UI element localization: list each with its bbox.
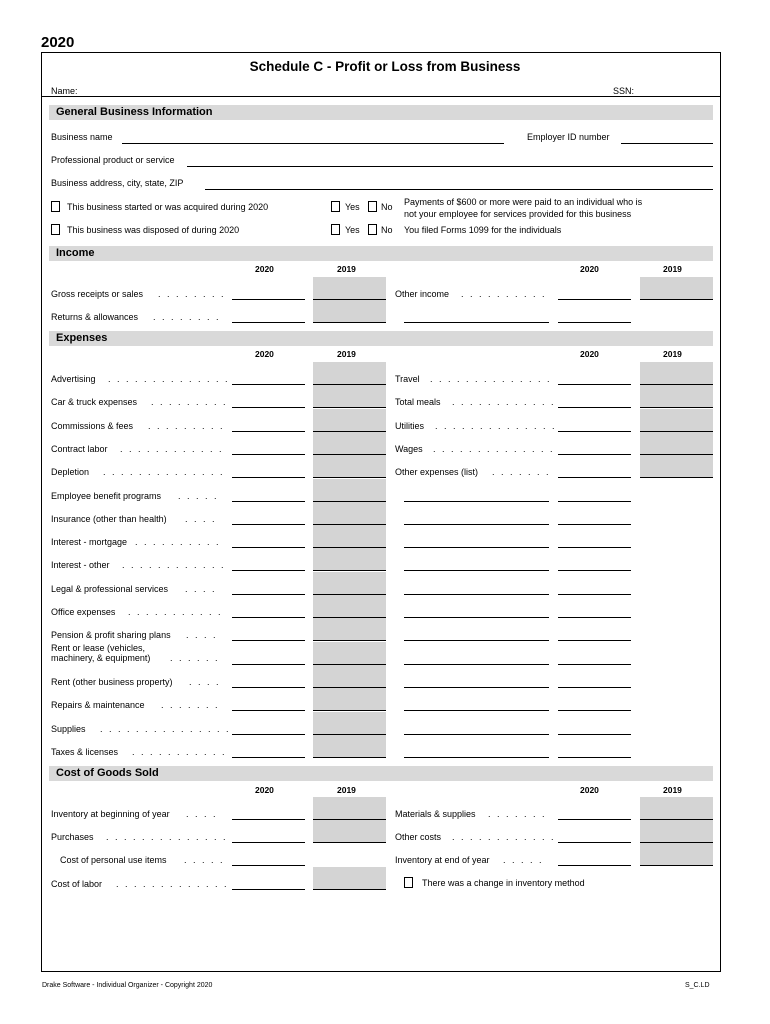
row-label-right: Other expenses (list) <box>395 467 479 478</box>
row-label-right: Other costs <box>395 832 442 842</box>
col-2019-right: 2019 <box>663 264 682 274</box>
amount-2020-field-right[interactable] <box>558 547 631 548</box>
leader-dots: . . . . . . . . . . . . . <box>116 879 229 889</box>
name-label: Name: <box>51 86 78 96</box>
leader-dots: . . . . . . . . . . . . <box>122 560 226 571</box>
amount-2020-field-right[interactable] <box>558 322 631 323</box>
amount-2020-field[interactable] <box>232 889 305 890</box>
amount-2020-field[interactable] <box>232 640 305 641</box>
amount-2019-shaded <box>313 479 386 502</box>
product-service-field[interactable] <box>187 166 713 167</box>
row-label: Taxes & licenses <box>51 746 119 757</box>
row-label-right: Materials & supplies <box>395 809 476 819</box>
amount-2019-shaded <box>313 618 386 641</box>
payments-yes-checkbox[interactable] <box>331 201 340 212</box>
row-label: Insurance (other than health) <box>51 513 167 524</box>
amount-2020-field[interactable] <box>232 594 305 595</box>
amount-2019-shaded <box>313 595 386 618</box>
footer-form-id: S_C.LD <box>685 982 710 989</box>
description-field[interactable] <box>404 547 549 548</box>
amount-2020-field[interactable] <box>232 710 305 711</box>
amount-2019-shaded <box>313 548 386 571</box>
leader-dots: . . . . . . . . . . <box>461 289 547 299</box>
amount-2020-field[interactable] <box>232 407 305 408</box>
leader-dots: . . . . . . . <box>492 467 551 478</box>
leader-dots: . . . . . <box>503 855 544 865</box>
inventory-change-label: There was a change in inventory method <box>422 878 585 888</box>
amount-2020-field-right[interactable] <box>558 570 631 571</box>
employer-id-field[interactable] <box>621 143 713 144</box>
amount-2020-field-right[interactable] <box>558 299 631 300</box>
amount-2019-shaded <box>313 277 386 300</box>
amount-2020-field[interactable] <box>232 842 305 843</box>
amount-2019-shaded-right <box>640 455 713 478</box>
leader-dots: . . . . . . . . . . . . . . <box>108 374 230 384</box>
row-label: Supplies <box>51 723 86 734</box>
row-label: Interest - mortgage <box>51 537 128 548</box>
description-field[interactable] <box>404 594 549 595</box>
amount-2020-field-right[interactable] <box>558 454 631 455</box>
amount-2020-field[interactable] <box>232 547 305 548</box>
amount-2020-field-right[interactable] <box>558 524 631 525</box>
leader-dots: . . . . . <box>184 855 225 865</box>
exp-col-2020: 2020 <box>255 349 274 359</box>
amount-2020-field-right[interactable] <box>558 501 631 502</box>
leader-dots: . . . . . . . . . . . . <box>120 443 224 454</box>
amount-2020-field[interactable] <box>232 865 305 866</box>
business-name-field[interactable] <box>122 143 504 144</box>
ssn-label: SSN: <box>613 86 635 96</box>
leader-dots: . . . . . . . . . <box>148 420 225 431</box>
amount-2019-shaded <box>313 385 386 408</box>
cogs-col-2019-right: 2019 <box>663 785 682 795</box>
leader-dots: . . . . . . . <box>488 809 547 819</box>
started-label: This business started or was acquired during 2020 <box>67 202 269 212</box>
leader-dots: . . . . . <box>178 490 219 501</box>
amount-2019-shaded-right <box>640 362 713 385</box>
payments-label-2: not your employee for services provided for this business <box>404 209 632 219</box>
description-field[interactable] <box>404 617 549 618</box>
amount-2020-field[interactable] <box>232 384 305 385</box>
leader-dots: . . . . . . . . . . <box>135 537 221 548</box>
leader-dots: . . . . . . . . <box>153 312 221 322</box>
amount-2019-shaded <box>313 525 386 548</box>
amount-2020-field[interactable] <box>232 664 305 665</box>
row-label: Pension & profit sharing plans <box>51 630 171 641</box>
amount-2020-field[interactable] <box>232 322 305 323</box>
disposed-checkbox[interactable] <box>51 224 60 235</box>
row-label: Inventory at beginning of year <box>51 809 170 819</box>
cogs-col-2020-right: 2020 <box>580 785 599 795</box>
leader-dots: . . . . <box>185 513 217 524</box>
amount-2020-field-right[interactable] <box>558 640 631 641</box>
row-label-right: Wages <box>395 443 423 454</box>
amount-2020-field-right[interactable] <box>558 617 631 618</box>
row-label: Returns & allowances <box>51 312 139 322</box>
description-field[interactable] <box>404 570 549 571</box>
section-income: Income <box>49 246 713 261</box>
amount-2020-field[interactable] <box>232 757 305 758</box>
amount-2019-shaded <box>313 820 386 843</box>
description-field[interactable] <box>404 640 549 641</box>
leader-dots: . . . . . . <box>170 652 220 663</box>
row-label-right: Inventory at end of year <box>395 855 490 865</box>
row-label-cont: machinery, & equipment) <box>51 652 151 663</box>
leader-dots: . . . . . . . . . . . . . . <box>430 374 552 384</box>
amount-2020-field-right[interactable] <box>558 594 631 595</box>
form-year: 2020 <box>41 34 75 51</box>
leader-dots: . . . . <box>189 676 221 687</box>
footer-copyright: Drake Software - Individual Organizer - Copyright 2020 <box>42 982 213 989</box>
description-field[interactable] <box>404 734 549 735</box>
amount-2019-shaded <box>313 300 386 323</box>
amount-2019-shaded <box>313 665 386 688</box>
amount-2020-field[interactable] <box>232 477 305 478</box>
started-checkbox[interactable] <box>51 201 60 212</box>
description-field[interactable] <box>404 710 549 711</box>
amount-2019-shaded <box>313 797 386 820</box>
amount-2020-field-right[interactable] <box>558 384 631 385</box>
amount-2020-field-right[interactable] <box>558 819 631 820</box>
amount-2019-shaded-right <box>640 432 713 455</box>
amount-2019-shaded <box>313 502 386 525</box>
row-label: Gross receipts or sales <box>51 289 144 299</box>
amount-2020-field-right[interactable] <box>558 687 631 688</box>
row-label-right: Travel <box>395 374 420 384</box>
description-field[interactable] <box>404 501 549 502</box>
employer-id-label: Employer ID number <box>527 132 610 142</box>
row-label: Office expenses <box>51 607 116 617</box>
amount-2020-field[interactable] <box>232 687 305 688</box>
leader-dots: . . . . . . . . . . . . <box>452 397 556 408</box>
filed-1099-label: You filed Forms 1099 for the individuals <box>404 225 562 235</box>
description-field[interactable] <box>404 664 549 665</box>
row-label: Interest - other <box>51 560 110 571</box>
filed-1099-yes-label: Yes <box>345 225 360 235</box>
amount-2019-shaded <box>313 432 386 455</box>
filed-1099-no-label: No <box>381 225 393 235</box>
amount-2020-field-right[interactable] <box>558 757 631 758</box>
leader-dots: . . . . . . . . . . . <box>128 607 223 617</box>
leader-dots: . . . . . . . . . . . . . . <box>103 467 225 478</box>
amount-2019-shaded <box>313 735 386 758</box>
amount-2020-field[interactable] <box>232 819 305 820</box>
amount-2020-field[interactable] <box>232 617 305 618</box>
row-label: Rent (other business property) <box>51 676 173 687</box>
header-divider <box>42 96 720 97</box>
inventory-change-checkbox[interactable] <box>404 877 413 888</box>
amount-2019-shaded <box>313 642 386 665</box>
amount-2020-field[interactable] <box>232 524 305 525</box>
amount-2019-shaded-right <box>640 385 713 408</box>
leader-dots: . . . . . . . . . . . . . . <box>435 420 557 431</box>
amount-2020-field[interactable] <box>232 299 305 300</box>
exp-col-2019-right: 2019 <box>663 349 682 359</box>
exp-col-2019: 2019 <box>337 349 356 359</box>
leader-dots: . . . . <box>185 583 217 594</box>
business-name-label: Business name <box>51 132 113 142</box>
description-field[interactable] <box>404 524 549 525</box>
leader-dots: . . . . . . . . . . . . . . <box>433 443 555 454</box>
amount-2020-field-right[interactable] <box>558 734 631 735</box>
col-2019: 2019 <box>337 264 356 274</box>
amount-2019-shaded-right <box>640 409 713 432</box>
leader-dots: . . . . . . . . . . . . <box>452 832 556 842</box>
row-label: Contract labor <box>51 443 108 454</box>
cogs-col-2020: 2020 <box>255 785 274 795</box>
cogs-col-2019: 2019 <box>337 785 356 795</box>
filed-1099-no-checkbox[interactable] <box>368 224 377 235</box>
payments-no-label: No <box>381 202 393 212</box>
amount-2020-field-right[interactable] <box>558 477 631 478</box>
product-service-label: Professional product or service <box>51 155 175 165</box>
form-title: Schedule C - Profit or Loss from Business <box>249 59 521 74</box>
description-field[interactable] <box>404 757 549 758</box>
row-label: Rent or lease (vehicles, <box>51 642 146 653</box>
leader-dots: . . . . . . . . . <box>151 397 228 408</box>
leader-dots: . . . . . . . <box>161 700 220 711</box>
leader-dots: . . . . <box>186 809 218 819</box>
payments-yes-label: Yes <box>345 202 360 212</box>
amount-2019-shaded <box>313 362 386 385</box>
amount-2020-field-right[interactable] <box>558 842 631 843</box>
row-label: Cost of personal use items <box>60 855 167 865</box>
payments-no-checkbox[interactable] <box>368 201 377 212</box>
disposed-label: This business was disposed of during 2020 <box>67 225 240 235</box>
row-label: Repairs & maintenance <box>51 700 145 711</box>
payments-label: Payments of $600 or more were paid to an individual who is <box>404 197 643 207</box>
col-2020: 2020 <box>255 264 274 274</box>
amount-2020-field[interactable] <box>232 454 305 455</box>
amount-2019-shaded <box>313 572 386 595</box>
amount-2019-shaded-right <box>640 797 713 820</box>
leader-dots: . . . . <box>186 630 218 641</box>
amount-2020-field[interactable] <box>232 431 305 432</box>
section-cogs: Cost of Goods Sold <box>49 766 713 781</box>
amount-2020-field-right[interactable] <box>558 710 631 711</box>
leader-dots: . . . . . . . . <box>158 289 226 299</box>
row-label-right: Utilities <box>395 420 425 431</box>
amount-2020-field[interactable] <box>232 501 305 502</box>
amount-2020-field[interactable] <box>232 570 305 571</box>
amount-2020-field-right[interactable] <box>558 865 631 866</box>
row-label: Legal & professional services <box>51 583 169 594</box>
amount-2019-shaded <box>313 455 386 478</box>
row-label: Depletion <box>51 467 90 478</box>
col-2020-right: 2020 <box>580 264 599 274</box>
filed-1099-yes-checkbox[interactable] <box>331 224 340 235</box>
row-label: Cost of labor <box>51 879 103 889</box>
leader-dots: . . . . . . . . . . . . . . <box>106 832 228 842</box>
amount-2020-field-right[interactable] <box>558 431 631 432</box>
amount-2019-shaded <box>313 867 386 890</box>
description-field[interactable] <box>404 687 549 688</box>
leader-dots: . . . . . . . . . . . . . . . <box>100 723 231 734</box>
row-label: Purchases <box>51 832 94 842</box>
description-field[interactable] <box>404 322 549 323</box>
leader-dots: . . . . . . . . . . . <box>132 746 227 757</box>
amount-2019-shaded <box>313 409 386 432</box>
row-label: Car & truck expenses <box>51 397 138 408</box>
amount-2019-shaded-right <box>640 277 713 300</box>
address-label: Business address, city, state, ZIP <box>51 178 184 188</box>
amount-2020-field-right[interactable] <box>558 664 631 665</box>
row-label: Advertising <box>51 374 96 384</box>
row-label: Commissions & fees <box>51 420 134 431</box>
section-general: General Business Information <box>49 105 713 120</box>
amount-2019-shaded <box>313 712 386 735</box>
amount-2019-shaded-right <box>640 820 713 843</box>
row-label-right: Other income <box>395 289 450 299</box>
row-label-right: Total meals <box>395 397 441 408</box>
row-label: Employee benefit programs <box>51 490 162 501</box>
address-field[interactable] <box>205 189 713 190</box>
amount-2020-field-right[interactable] <box>558 407 631 408</box>
amount-2019-shaded <box>313 688 386 711</box>
amount-2019-shaded-right <box>640 843 713 866</box>
section-expenses: Expenses <box>49 331 713 346</box>
exp-col-2020-right: 2020 <box>580 349 599 359</box>
amount-2020-field[interactable] <box>232 734 305 735</box>
